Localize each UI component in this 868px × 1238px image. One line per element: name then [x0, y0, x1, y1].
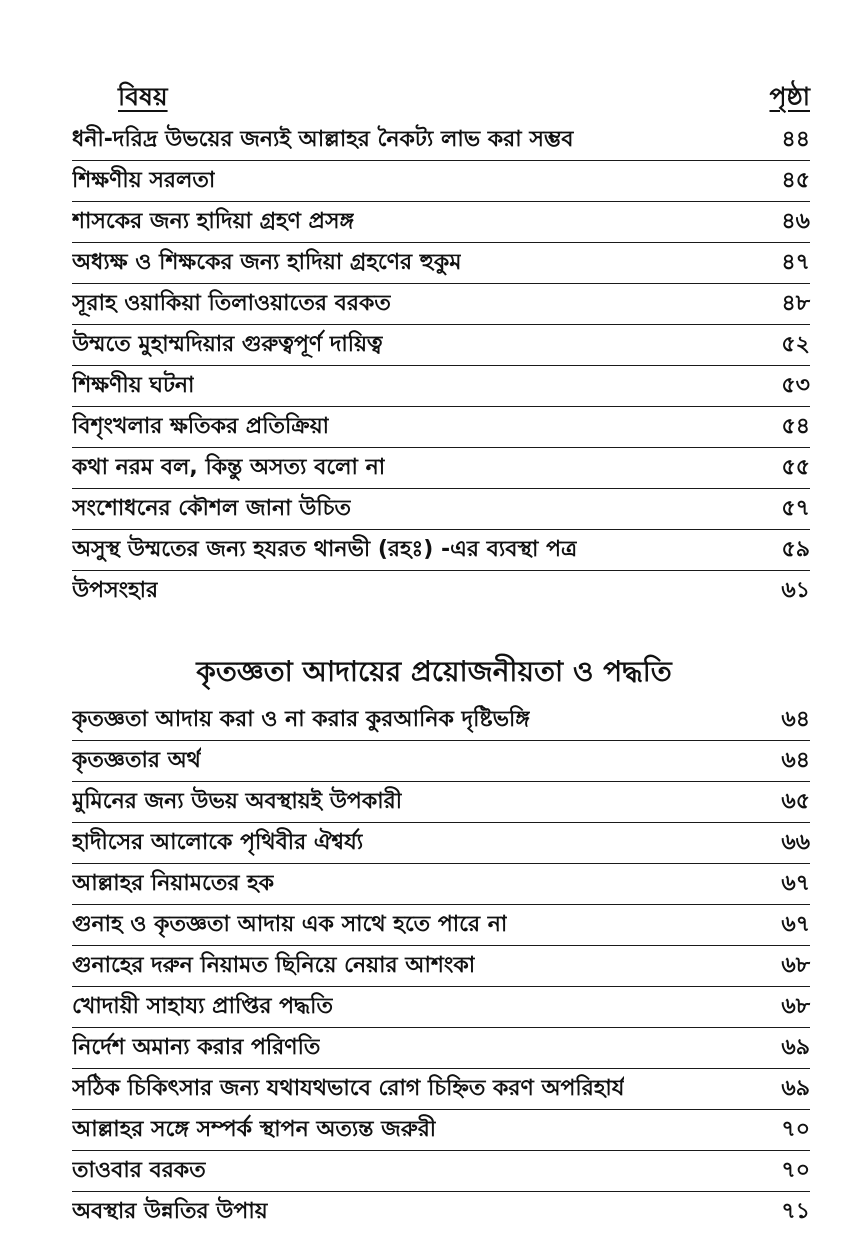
- toc-entry-page: ৬৫: [781, 788, 810, 814]
- toc-entry-title: অবস্থার উন্নতির উপায়: [72, 1198, 268, 1224]
- toc-entry-page: ৬১: [781, 577, 810, 603]
- toc-entry: [72, 161, 810, 202]
- toc-entry-title: ধনী-দরিদ্র উভয়ের জন্যই আল্লাহর নৈকট্য লাভ করা সম্ভব: [72, 126, 574, 152]
- toc-entry-page: ৫৪: [781, 413, 810, 439]
- toc-entry-page: ৪৬: [781, 208, 810, 234]
- toc-entry-title: সংশোধনের কৌশল জানা উচিত: [72, 495, 352, 521]
- toc-entry-title: আল্লাহর সঙ্গে সম্পর্ক স্থাপন অত্যন্ত জরুরী: [72, 1116, 437, 1142]
- toc-entry: [72, 284, 810, 325]
- page-column-label: পৃষ্ঠা: [769, 82, 810, 111]
- toc-entry-page: ৬৮: [781, 993, 810, 1019]
- toc-entry-page: ৭১: [781, 1198, 810, 1224]
- toc-entry: [72, 571, 810, 611]
- toc-entry: [72, 202, 810, 243]
- toc-entry-page: ৬৮: [781, 952, 810, 978]
- toc-entry: [72, 243, 810, 284]
- toc-entry: [72, 448, 810, 489]
- toc-entry-page: ৭০: [781, 1116, 810, 1142]
- toc-entry-title: শিক্ষণীয় সরলতা: [72, 167, 216, 193]
- toc-entry-page: ৬৯: [781, 1075, 810, 1101]
- toc-entry-title: সূরাহ ওয়াকিয়া তিলাওয়াতের বরকত: [72, 290, 391, 316]
- toc-entry-title: কৃতজ্ঞতার অর্থ: [72, 747, 201, 773]
- toc-entry: [72, 782, 810, 823]
- toc-entry: [72, 823, 810, 864]
- toc-entry-page: ৫৭: [781, 495, 810, 521]
- toc-entry-title: উম্মতে মুহাম্মদিয়ার গুরুত্বপূর্ণ দায়িত্ব: [72, 331, 383, 357]
- toc-entry-title: নির্দেশ অমান্য করার পরিণতি: [72, 1034, 321, 1060]
- toc-entry: [72, 120, 810, 161]
- toc-entry-title: অসুস্থ উম্মতের জন্য হযরত থানভী (রহঃ) -এর ব্যবস্থা পত্র: [72, 536, 578, 562]
- toc-entry-page: ৬৭: [781, 911, 810, 937]
- toc-entry-page: ৫৩: [781, 372, 810, 398]
- toc-entry: [72, 700, 810, 741]
- toc-entry-title: কৃতজ্ঞতা আদায় করা ও না করার কুরআনিক দৃষ্টিভঙ্গি: [72, 706, 530, 732]
- toc-entry: [72, 325, 810, 366]
- toc-entry: [72, 946, 810, 987]
- toc-entry: [72, 1151, 810, 1192]
- toc-entry-page: ৪৫: [781, 167, 810, 193]
- toc-entry-title: উপসংহার: [72, 577, 159, 603]
- toc-entry: [72, 741, 810, 782]
- toc-entry-title: হাদীসের আলোকে পৃথিবীর ঐশ্বর্য্য: [72, 829, 364, 855]
- toc-entry-title: সঠিক চিকিৎসার জন্য যথাযথভাবে রোগ চিহ্নিত করণ অপরিহার্য: [72, 1075, 625, 1101]
- toc-header: [118, 84, 810, 120]
- toc-entry-page: ৬৪: [781, 706, 810, 732]
- toc-entry: [72, 864, 810, 905]
- toc-entry: [72, 530, 810, 571]
- toc-entry-title: শাসকের জন্য হাদিয়া গ্রহণ প্রসঙ্গ: [72, 208, 355, 234]
- toc-entry-page: ৪৭: [781, 249, 810, 275]
- subject-column-label: বিষয়: [118, 82, 168, 111]
- toc-entry-page: ৬৪: [781, 747, 810, 773]
- toc-entry-title: মুমিনের জন্য উভয় অবস্থায়ই উপকারী: [72, 788, 402, 814]
- toc-entry-page: ৬৯: [781, 1034, 810, 1060]
- toc-entry-page: ৫২: [781, 331, 810, 357]
- toc-entry-page: ৪৪: [781, 126, 810, 152]
- toc-entry: [72, 987, 810, 1028]
- toc-entry-page: ৪৮: [781, 290, 810, 316]
- toc-entry: [72, 489, 810, 530]
- toc-entry: [72, 366, 810, 407]
- toc-entry-title: আল্লাহর নিয়ামতের হক: [72, 870, 275, 896]
- toc-entry-page: ৭০: [781, 1157, 810, 1183]
- toc-entry: [72, 1028, 810, 1069]
- toc-entry: [72, 1110, 810, 1151]
- toc-entry-title: বিশৃংখলার ক্ষতিকর প্রতিক্রিয়া: [72, 413, 330, 439]
- toc-entry-page: ৬৭: [781, 870, 810, 896]
- toc-entry-page: ৫৫: [781, 454, 810, 480]
- toc-entry-title: শিক্ষণীয় ঘটনা: [72, 372, 195, 398]
- toc-entry-page: ৬৬: [781, 829, 810, 855]
- toc-entry-title: অধ্যক্ষ ও শিক্ষকের জন্য হাদিয়া গ্রহণের হুকুম: [72, 249, 462, 275]
- toc-entry-title: গুনাহের দরুন নিয়ামত ছিনিয়ে নেয়ার আশংকা: [72, 952, 476, 978]
- toc-entry: [72, 407, 810, 448]
- toc-entry: [72, 1192, 810, 1232]
- section-heading: কৃতজ্ঞতা আদায়ের প্রয়োজনীয়তা ও পদ্ধতি: [196, 655, 672, 688]
- toc-entry: [72, 905, 810, 946]
- toc-entry-title: খোদায়ী সাহায্য প্রাপ্তির পদ্ধতি: [72, 993, 333, 1019]
- toc-entry-title: গুনাহ ও কৃতজ্ঞতা আদায় এক সাথে হতে পারে না: [72, 911, 508, 937]
- toc-entry: [72, 1069, 810, 1110]
- toc-entry-page: ৫৯: [781, 536, 810, 562]
- toc-entry-title: তাওবার বরকত: [72, 1157, 206, 1183]
- toc-entry-title: কথা নরম বল, কিন্তু অসত্য বলো না: [72, 454, 386, 480]
